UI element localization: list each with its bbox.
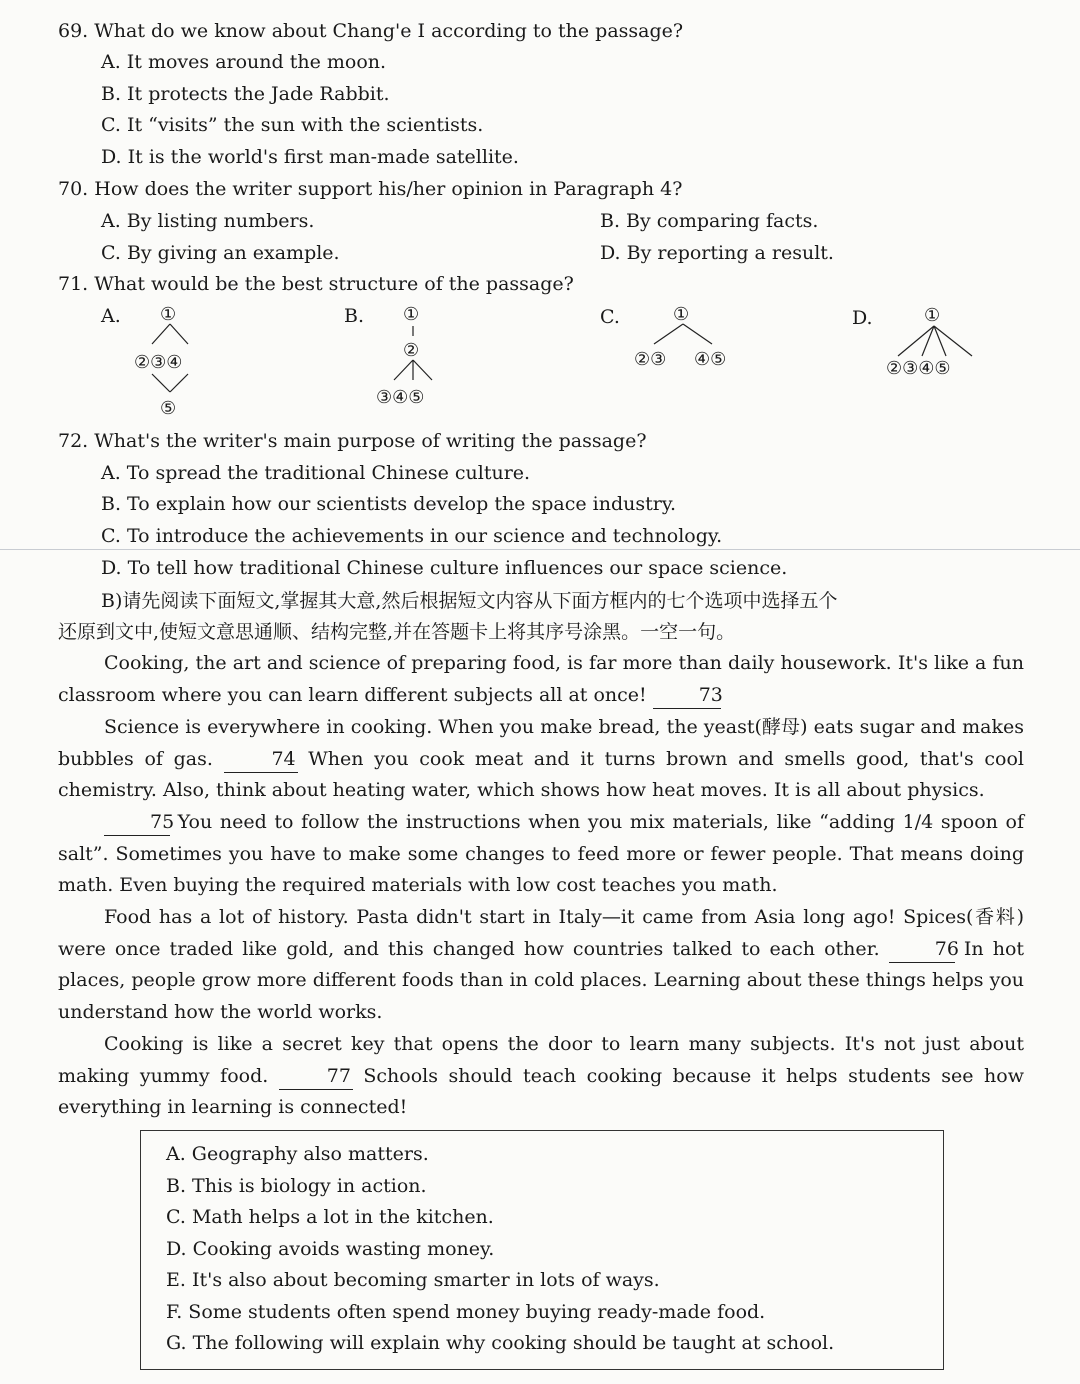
paragraph-5-text-a: Cooking is like a secret key that opens the door to learn many subjects. It's not just about making yummy food. <box>58 1033 1024 1087</box>
paragraph-1-text: Cooking, the art and science of preparing food, is far more than daily housework. It's like a fun classroom where you can learn different subjects all at once! <box>58 652 1024 706</box>
blank-77: 77 <box>279 1063 353 1090</box>
q71-label-b: B. <box>344 305 365 327</box>
option-d: D. Cooking avoids wasting money. <box>166 1238 495 1260</box>
q70-option-d: D. By reporting a result. <box>600 242 834 264</box>
option-a: A. Geography also matters. <box>166 1143 429 1165</box>
q71-label-d: D. <box>852 307 873 329</box>
q69-option-a: A. It moves around the moon. <box>101 51 387 73</box>
option-b: B. This is biology in action. <box>166 1175 427 1197</box>
passage-paragraph-2 <box>58 712 1024 807</box>
q71-c-node-1: ① <box>673 304 690 325</box>
q70-option-a: A. By listing numbers. <box>101 210 315 232</box>
q71-c-node-45: ④⑤ <box>694 349 727 370</box>
q71-b-node-1: ① <box>403 304 420 325</box>
q69-stem: 69. What do we know about Chang'e Ⅰ according to the passage? <box>58 20 684 42</box>
paragraph-5-text-b: Schools should teach cooking because it helps students see how everything in learning is connected! <box>58 1064 1024 1118</box>
q70-option-b: B. By comparing facts. <box>600 210 819 232</box>
q70-stem: 70. How does the writer support his/her opinion in Paragraph 4? <box>58 178 683 200</box>
q71-c-node-23: ②③ <box>634 349 667 370</box>
option-f: F. Some students often spend money buying ready-made food. <box>166 1301 766 1323</box>
section-b-instruction-2: 还原到文中,使短文意思通顺、结构完整,并在答题卡上将其序号涂黑。一空一句。 <box>58 621 736 643</box>
q71-label-a: A. <box>101 305 121 327</box>
q72-option-c: C. To introduce the achievements in our science and technology. <box>101 525 723 547</box>
paragraph-2-text-b: When you cook meat and it turns brown and smells good, that's cool chemistry. Also, think about heating water, which shows how heat moves. It is all about physics. <box>58 747 1024 801</box>
q72-option-b: B. To explain how our scientists develop the space industry. <box>101 493 677 515</box>
paragraph-4-text-a: Food has a lot of history. Pasta didn't start in Italy—it came from Asia long ago! Spices(香料) were once traded like gold, and this changed how countries talked to each other. <box>58 906 1024 960</box>
blank-73: 73 <box>653 682 721 709</box>
blank-74: 74 <box>224 746 298 773</box>
option-e: E. It's also about becoming smarter in lots of ways. <box>166 1269 660 1291</box>
q71-label-c: C. <box>600 306 620 328</box>
q69-option-d: D. It is the world's first man-made satellite. <box>101 146 519 168</box>
option-c: C. Math helps a lot in the kitchen. <box>166 1206 494 1228</box>
q71-a-node-5: ⑤ <box>160 398 177 419</box>
blank-76: 76 <box>889 936 955 963</box>
passage-paragraph-4 <box>58 902 1024 1028</box>
q71-d-node-1: ① <box>924 305 941 326</box>
q72-option-d: D. To tell how traditional Chinese culture influences our space science. <box>101 557 788 579</box>
q72-stem: 72. What's the writer's main purpose of writing the passage? <box>58 430 647 452</box>
q71-stem: 71. What would be the best structure of the passage? <box>58 273 574 295</box>
passage-paragraph-3 <box>58 807 1024 902</box>
paragraph-3-text: You need to follow the instructions when you mix materials, like “adding 1/4 spoon of salt”. Sometimes you have to make some changes to feed more or fewer people. That means doing math. Even buying the required materials with low cost teaches you math. <box>58 811 1024 896</box>
section-b-instruction-1: B)请先阅读下面短文,掌握其大意,然后根据短文内容从下面方框内的七个选项中选择五个 <box>101 590 838 612</box>
passage-paragraph-1 <box>58 648 1024 711</box>
blank-75: 75 <box>104 809 170 836</box>
q71-d-node-2345: ②③④⑤ <box>886 358 951 379</box>
q71-a-node-234: ②③④ <box>134 352 183 373</box>
q71-a-node-1: ① <box>160 304 177 325</box>
paragraph-4-text-b: In hot places, people grow more different foods than in cold places. Learning about these things helps you understand how the world works. <box>58 937 1025 1023</box>
q71-b-node-345: ③④⑤ <box>376 387 425 408</box>
scan-fold-line <box>0 549 1080 550</box>
q72-option-a: A. To spread the traditional Chinese culture. <box>101 462 531 484</box>
q69-option-b: B. It protects the Jade Rabbit. <box>101 83 390 105</box>
option-g: G. The following will explain why cooking should be taught at school. <box>166 1332 835 1354</box>
passage-paragraph-5 <box>58 1029 1024 1124</box>
q70-option-c: C. By giving an example. <box>101 242 340 264</box>
q71-b-node-2: ② <box>403 340 420 361</box>
q69-option-c: C. It “visits” the sun with the scientists. <box>101 114 484 136</box>
paragraph-2-text-a: Science is everywhere in cooking. When you make bread, the yeast(酵母) eats sugar and makes bubbles of gas. <box>58 716 1024 770</box>
